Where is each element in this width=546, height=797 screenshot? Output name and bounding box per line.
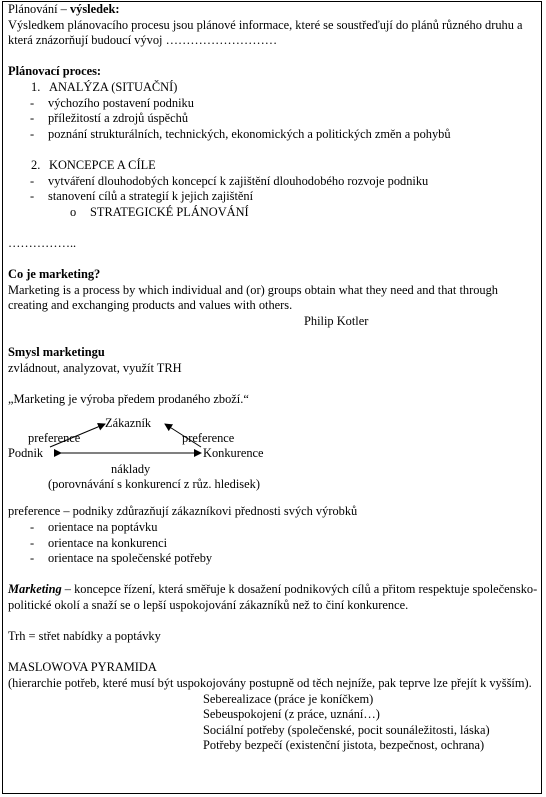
list-item-text: vytváření dlouhodobých koncepcí k zajištění dlouhodobého rozvoje podniku (48, 173, 429, 188)
sub-bullet: o (70, 204, 77, 219)
list-item (8, 520, 538, 536)
trh-definition: Trh = střet nabídky a poptávky (8, 629, 161, 644)
bullet: - (30, 173, 35, 188)
preference-definition: preference – podniky zdůrazňují zákazníkovi přednosti svých výrobků (8, 504, 358, 519)
bullet: - (30, 535, 35, 550)
zakaznik-label: Zákazník (105, 416, 152, 431)
maslow-description: (hierarchie potřeb, které musí být uspokojovány postupně od těch nejníže, pak teprve lze přejít k vyšším). (8, 675, 532, 690)
sub-list-item (8, 205, 538, 221)
smysl-marketingu-heading: Smysl marketingu (8, 345, 105, 360)
document-content (8, 2, 538, 754)
pyramid-level: Sociální potřeby (společenské, pocit sounáležitosti, láska) (203, 722, 490, 737)
pyramid-level: Seberealizace (práce je koníčkem) (203, 691, 374, 706)
document-frame (2, 1, 542, 794)
list-item (8, 127, 538, 143)
planovaci-proces-heading: Plánovací proces: (8, 64, 102, 79)
preference-left-label: preference (28, 431, 81, 446)
naklady-label: náklady (111, 462, 151, 477)
list-item (8, 111, 538, 127)
marketing-definition-text: – koncepce řízení, která směřuje k dosažení podnikových cílů a přitom respektuje společensko-politické okolí a snaží se o lepší uspokojování zákazníků než to činí konkurence. (8, 582, 538, 612)
bullet: - (30, 95, 35, 110)
marketing-quote: „Marketing je výroba předem prodaného zboží.“ (8, 391, 249, 406)
list-item-text: orientace na konkurenci (48, 535, 168, 550)
bullet: - (30, 111, 35, 126)
step-1-label: ANALÝZA (SITUAČNÍ) (49, 79, 178, 94)
list-item (8, 189, 538, 205)
list-item (8, 536, 538, 552)
preference-right-label: preference (182, 431, 235, 446)
list-item-text: stanovení cílů a strategií k jejich zajištění (48, 189, 254, 204)
vysledek-label: výsledek: (69, 2, 120, 16)
pyramid-level: Sebeuspokojení (z práce, uznání…) (203, 707, 380, 722)
step-1-number: 1. (31, 79, 41, 94)
list-item-text: orientace na společenské potřeby (48, 551, 213, 566)
list-item-text: poznání strukturálních, technických, ekonomických a politických změn a pohybů (48, 126, 451, 141)
list-item (8, 96, 538, 112)
bullet: - (30, 126, 35, 141)
step-2-label: KONCEPCE A CÍLE (49, 157, 156, 172)
podnik-label: Podnik (8, 446, 44, 461)
list-item (8, 174, 538, 190)
maslow-title: MASLOWOVA PYRAMIDA (8, 660, 157, 675)
list-item (8, 551, 538, 567)
planovani-result-line (8, 2, 538, 18)
list-item-text: příležitostí a zdrojů úspěchů (48, 111, 189, 126)
step-2-number: 2. (31, 157, 41, 172)
marketing-term: Marketing (8, 582, 62, 597)
marketing-definition (8, 582, 538, 613)
konkurence-label: Konkurence (203, 446, 264, 461)
smysl-marketingu-text: zvládnout, analyzovat, využít TRH (8, 360, 182, 375)
planovani-description: Výsledkem plánovacího procesu jsou plánové informace, které se soustřeďují do plánů různého druhu a která znázorňují budoucí vývoj ……………………… (8, 17, 523, 48)
list-item-text: výchozího postavení podniku (48, 95, 194, 110)
bullet: - (30, 520, 35, 535)
bullet: - (30, 189, 35, 204)
kotler-quote: Marketing is a process by which individual and (or) groups obtain what they need and that through creating and exchanging products and values with others. (8, 282, 499, 313)
kotler-author: Philip Kotler (304, 313, 369, 328)
pyramid-level: Potřeby bezpečí (existenční jistota, bezpečnost, ochrana) (203, 738, 485, 753)
step-2 (8, 158, 538, 174)
dash: – (57, 2, 70, 16)
dots-line: …………….. (8, 235, 77, 250)
planovani-label: Plánování (8, 2, 58, 16)
list-item-text: orientace na poptávku (48, 520, 158, 535)
market-triangle-diagram (8, 418, 538, 504)
co-je-marketing-heading: Co je marketing? (8, 267, 101, 282)
porovnani-label: (porovnávání s konkurencí z růz. hledisek) (48, 477, 260, 492)
step-1 (8, 80, 538, 96)
sub-list-item-text: STRATEGICKÉ PLÁNOVÁNÍ (90, 204, 249, 219)
bullet: - (30, 551, 35, 566)
